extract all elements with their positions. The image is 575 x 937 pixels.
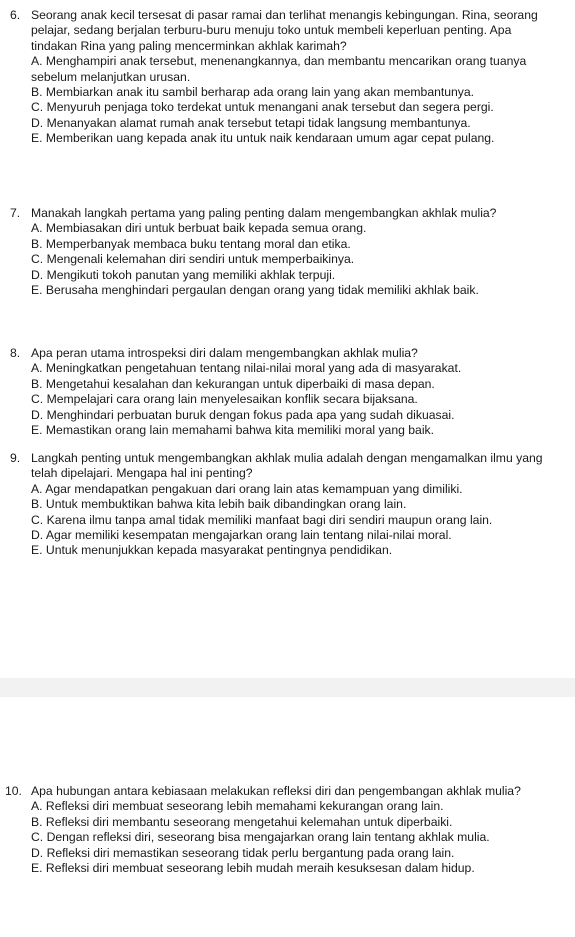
option-c: C. Mempelajari cara orang lain menyelesaikan konflik secara bijaksana. [31, 392, 418, 407]
option-d: D. Menghindari perbuatan buruk dengan fokus pada apa yang sudah dikuasai. [31, 407, 455, 422]
page-separator [0, 678, 575, 697]
option-b: B. Untuk membuktikan bahwa kita lebih baik dibandingkan orang lain. [31, 497, 407, 512]
question-8 [0, 346, 575, 438]
option-b: B. Memperbanyak membaca buku tentang moral dan etika. [31, 236, 351, 251]
option-a: A. Refleksi diri membuat seseorang lebih memahami kekurangan orang lain. [31, 799, 444, 814]
option-d: D. Menanyakan alamat rumah anak tersebut tetapi tidak langsung membantunya. [31, 115, 471, 130]
option-c: C. Dengan refleksi diri, seseorang bisa mengajarkan orang lain tentang akhlak mulia. [31, 830, 490, 845]
option-b: B. Mengetahui kesalahan dan kekurangan untuk diperbaiki di masa depan. [31, 376, 435, 391]
option-a: A. Agar mendapatkan pengakuan dari orang lain atas kemampuan yang dimiliki. [31, 481, 463, 496]
question-text: Seorang anak kecil tersesat di pasar ramai dan terlihat menangis kebingungan. Rina, seorang pelajar, sedang berjalan terburu-buru menuju toko untuk membeli keperluan penting. Apa tindakan Rina yang paling mencerminkan akhlak karimah? [31, 8, 538, 53]
option-c: C. Mengenali kelemahan diri sendiri untuk memperbaikinya. [31, 252, 355, 267]
option-e: E. Memberikan uang kepada anak itu untuk naik kendaraan umum agar cepat pulang. [31, 131, 495, 146]
option-d: D. Refleksi diri memastikan seseorang tidak perlu bergantung pada orang lain. [31, 845, 455, 860]
option-a: A. Menghampiri anak tersebut, menenangkannya, dan membantu mencarikan orang tuanya sebelum melanjutkan urusan. [31, 54, 527, 84]
document-page-2 [0, 697, 575, 937]
option-b: B. Membiarkan anak itu sambil berharap ada orang lain yang akan membantunya. [31, 85, 475, 100]
option-c: C. Karena ilmu tanpa amal tidak memiliki manfaat bagi diri sendiri maupun orang lain. [31, 512, 493, 527]
question-text: Apa hubungan antara kebiasaan melakukan refleksi diri dan pengembangan akhlak mulia? [31, 784, 521, 798]
option-e: E. Berusaha menghindari pergaulan dengan orang yang tidak memiliki akhlak baik. [31, 283, 479, 298]
option-e: E. Untuk menunjukkan kepada masyarakat pentingnya pendidikan. [31, 543, 393, 558]
question-number: 6. [10, 8, 21, 22]
option-a: A. Meningkatkan pengetahuan tentang nilai-nilai moral yang ada di masyarakat. [31, 361, 462, 376]
question-10 [0, 784, 575, 876]
option-b: B. Refleksi diri membantu seseorang mengetahui kelemahan untuk diperbaiki. [31, 814, 453, 829]
question-text: Manakah langkah pertama yang paling penting dalam mengembangkan akhlak mulia? [31, 206, 497, 220]
option-a: A. Membiasakan diri untuk berbuat baik kepada semua orang. [31, 221, 367, 236]
question-number: 9. [10, 451, 21, 465]
question-text: Apa peran utama introspeksi diri dalam mengembangkan akhlak mulia? [31, 346, 418, 360]
option-d: D. Mengikuti tokoh panutan yang memiliki akhlak terpuji. [31, 267, 336, 282]
question-number: 7. [10, 206, 21, 220]
option-c: C. Menyuruh penjaga toko terdekat untuk menangani anak tersebut dan segera pergi. [31, 100, 494, 115]
question-7 [0, 206, 575, 298]
question-number: 10. [5, 784, 22, 798]
question-6 [0, 8, 575, 147]
question-text: Langkah penting untuk mengembangkan akhlak mulia adalah dengan mengamalkan ilmu yang telah dipelajari. Mengapa hal ini penting? [31, 451, 543, 481]
question-9 [0, 451, 575, 559]
option-e: E. Memastikan orang lain memahami bahwa kita memiliki moral yang baik. [31, 423, 435, 438]
option-e: E. Refleksi diri membuat seseorang lebih mudah meraih kesuksesan dalam hidup. [31, 861, 475, 876]
option-d: D. Agar memiliki kesempatan mengajarkan orang lain tentang nilai-nilai moral. [31, 528, 452, 543]
question-number: 8. [10, 346, 21, 360]
